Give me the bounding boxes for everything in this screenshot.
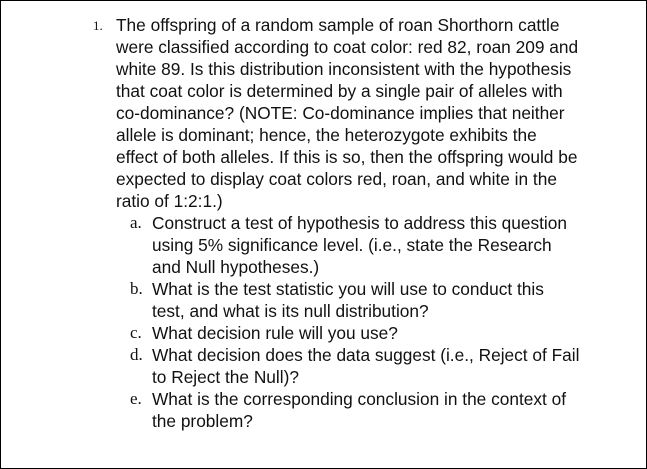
- question-block: [91, 14, 581, 432]
- part-letter: e.: [130, 389, 142, 408]
- part-text: What decision does the data suggest (i.e., Reject of Fail to Reject the Null)?: [152, 345, 580, 387]
- part-letter: b.: [130, 279, 143, 298]
- part-letter: d.: [130, 345, 143, 364]
- part-letter: a.: [130, 213, 142, 232]
- question-number: 1.: [93, 18, 103, 33]
- question-row: [91, 14, 581, 212]
- part-text: What is the test statistic you will use to conduct this test, and what is its null distribution?: [152, 279, 544, 321]
- question-part-e: [130, 388, 581, 432]
- part-letter: c.: [130, 323, 142, 342]
- part-text: What is the corresponding conclusion in the context of the problem?: [152, 389, 567, 431]
- question-part-a: [130, 212, 581, 278]
- question-part-b: [130, 278, 581, 322]
- question-part-d: [130, 344, 581, 388]
- part-text: Construct a test of hypothesis to address this question using 5% significance level. (i.e., state the Research and Null hypotheses.): [152, 213, 567, 277]
- question-text: The offspring of a random sample of roan Shorthorn cattle were classified according to coat color: red 82, roan 209 and white 89. Is this distribution inconsistent with the hypothesis that coat color is determined by a single pair of alleles with co-dominance? (NOTE: Co-dominance implies that neither allele is dominant; hence, the heterozygote exhibits the effect of both alleles. If this is so, then the offspring would be expected to display coat colors red, roan, and white in the ratio of 1:2:1.): [116, 15, 579, 211]
- question-part-c: [130, 322, 581, 344]
- question-parts-list: [91, 212, 581, 432]
- part-text: What decision rule will you use?: [152, 323, 398, 343]
